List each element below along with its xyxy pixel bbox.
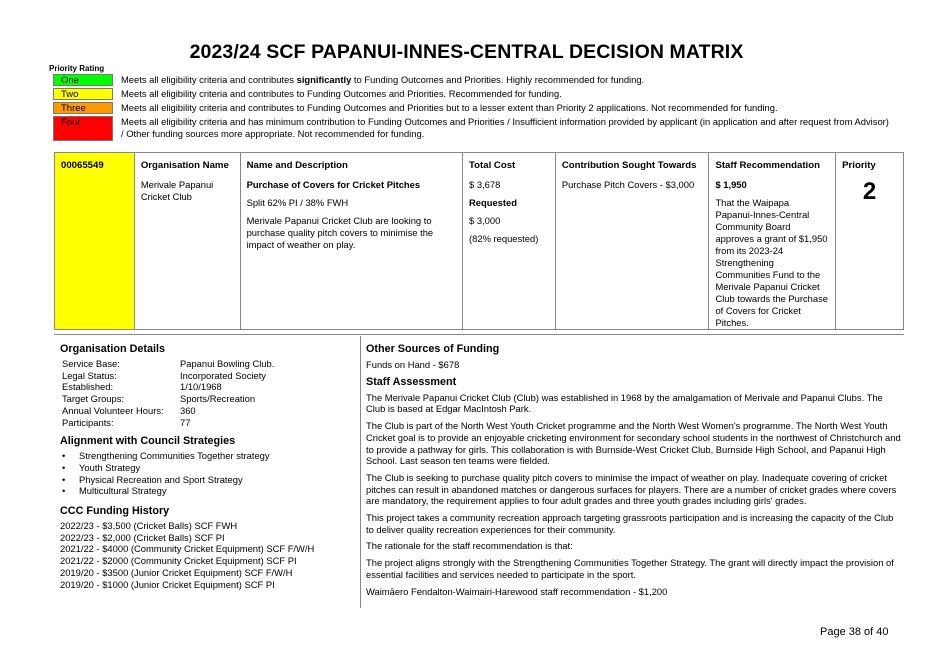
legend-row-three xyxy=(53,102,893,114)
priority-rating-heading: Priority Rating xyxy=(49,64,105,73)
left-column xyxy=(60,343,355,590)
list-item: 2019/20 - $3500 (Junior Cricket Equipment) SCF F/W/H xyxy=(60,566,293,578)
priority-value: 2 xyxy=(862,178,877,205)
priority-cell xyxy=(836,153,903,329)
legend-text-one: Meets all eligibility criteria and contributes significantly to Funding Outcomes and Priorities. Highly recommended for funding. xyxy=(121,74,645,85)
org-detail-row xyxy=(60,417,355,429)
page-number: Page 38 of 40 xyxy=(820,626,889,638)
requested-value: $ 3,000 xyxy=(469,215,501,226)
assessment-paragraph: Waimāero Fendalton-Waimairi-Harewood staff recommendation - $1,200 xyxy=(366,585,668,597)
funding-history-list xyxy=(60,520,355,590)
alignment-list xyxy=(60,450,355,497)
list-item: • Youth Strategy xyxy=(60,462,355,474)
legend-swatch-two: Two xyxy=(53,88,113,100)
org-detail-key: Established: xyxy=(62,381,114,393)
organisation-name: Merivale Papanui Cricket Club xyxy=(140,179,214,202)
org-detail-key: Annual Volunteer Hours: xyxy=(62,404,164,416)
priority-header: Priority xyxy=(842,160,876,171)
assessment-paragraph: The Club is part of the North West Youth Cricket programme and the North West Women's programme. The North West Youth Cricket goal is to provide an enjoyable cricketing environment for secondary school students in the northwest of Christchurch and to provide a pathway for girls. This collaboration is with Burnside-West Cricket Club, Burnside High School, and Papanui High School. Last season ten teams were fielded. xyxy=(366,420,901,467)
legend-row-one xyxy=(53,74,893,86)
name-description-header: Name and Description xyxy=(246,160,348,171)
org-detail-key: Participants: xyxy=(62,416,114,428)
funding-split: Split 62% PI / 38% FWH xyxy=(246,197,349,208)
list-item: 2021/22 - $2000 (Community Cricket Equipment) SCF PI xyxy=(60,555,297,567)
total-cost-value: $ 3,678 xyxy=(469,179,501,190)
list-item: • Physical Recreation and Sport Strategy xyxy=(60,474,355,486)
staff-recommendation-header: Staff Recommendation xyxy=(715,160,820,171)
requested-percent: (82% requested) xyxy=(469,233,539,244)
list-item: 2022/23 - $2,000 (Cricket Balls) SCF PI xyxy=(60,531,225,543)
org-detail-key: Service Base: xyxy=(62,358,120,369)
assessment-paragraph: The rationale for the staff recommendation is that: xyxy=(366,540,573,552)
legend-text-two: Meets all eligibility criteria and contributes to Funding Outcomes and Priorities. Recommended for funding. xyxy=(121,88,562,99)
funding-history-heading: CCC Funding History xyxy=(60,505,170,518)
other-funding-text: Funds on Hand - $678 xyxy=(366,359,460,370)
staff-recommendation-text: That the Waipapa Papanui-Innes-Central Community Board approves a grant of $1,950 from its 2023-24 Strengthening Communities Fund to the Merivale Papanui Cricket Club towards the Purchase of Covers for Cricket Pitches. xyxy=(715,197,829,328)
application-id-cell xyxy=(55,153,135,329)
project-title: Purchase of Covers for Cricket Pitches xyxy=(246,179,421,190)
requested-label: Requested xyxy=(469,197,517,208)
section-divider-horizontal xyxy=(54,334,904,335)
organisation-cell xyxy=(135,153,241,329)
application-id: 00065549 xyxy=(61,160,104,171)
list-item: 2019/20 - $1000 (Junior Cricket Equipment) SCF PI xyxy=(60,578,275,590)
assessment-paragraph: The Merivale Papanui Cricket Club (Club) was established in 1968 by the amalgamation of Merivale and Papanui Clubs. The Club is based at Edgar MacIntosh Park. xyxy=(366,391,883,415)
org-detail-row xyxy=(60,358,355,370)
right-column xyxy=(366,343,902,602)
org-detail-key: Target Groups: xyxy=(62,393,125,405)
total-cost-header: Total Cost xyxy=(469,160,516,171)
org-detail-row xyxy=(60,405,355,417)
org-detail-value: Sports/Recreation xyxy=(180,393,256,405)
org-detail-row xyxy=(60,370,355,382)
assessment-paragraph: The Club is seeking to purchase quality pitch covers to minimise the impact of weather on play. Inadequate covering of cricket pitches can result in abandoned matches or dangerous surfaces for players. There are a number of cricket grades where covers are mandatory, the requirement applies to four adult grades and three youth grades including girls' grades. xyxy=(366,471,897,507)
legend-text-three: Meets all eligibility criteria and contributes to Funding Outcomes and Priorities but to a lesser extent than Priority 2 applications. Not recommended for funding. xyxy=(121,102,778,113)
list-item: • Strengthening Communities Together strategy xyxy=(60,450,355,462)
list-item: • Multicultural Strategy xyxy=(60,485,355,497)
org-detail-value: Incorporated Society xyxy=(180,369,266,381)
legend-row-four xyxy=(53,116,893,141)
org-detail-value: 360 xyxy=(180,404,196,416)
org-detail-key: Legal Status: xyxy=(62,369,117,381)
other-funding-heading: Other Sources of Funding xyxy=(366,343,500,355)
alignment-heading: Alignment with Council Strategies xyxy=(60,435,236,448)
legend-swatch-one: One xyxy=(53,74,113,86)
section-divider-vertical xyxy=(360,336,361,608)
org-detail-row xyxy=(60,381,355,393)
org-detail-value: 1/10/1968 xyxy=(180,381,222,393)
total-cost-cell xyxy=(463,153,556,329)
org-detail-value: 77 xyxy=(180,416,191,428)
staff-recommendation-cell xyxy=(709,153,836,329)
legend-text-four: Meets all eligibility criteria and has minimum contribution to Funding Outcomes and Priorities / Insufficient information provided by applicant (in application and after request from Advisor) / Other funding sources more appropriate. Not recommended for funding. xyxy=(121,116,889,139)
page-title: 2023/24 SCF PAPANUI-INNES-CENTRAL DECISION MATRIX xyxy=(189,41,744,63)
name-description-cell xyxy=(241,153,463,329)
organisation-header: Organisation Name xyxy=(140,160,229,171)
org-details xyxy=(60,358,355,428)
legend-row-two xyxy=(53,88,893,100)
org-details-heading: Organisation Details xyxy=(60,343,165,355)
staff-assessment-heading: Staff Assessment xyxy=(366,375,457,388)
org-detail-value: Papanui Bowling Club. xyxy=(180,358,275,369)
staff-recommendation-amount: $ 1,950 xyxy=(715,179,747,190)
org-detail-row xyxy=(60,393,355,405)
list-item: 2022/23 - $3,500 (Cricket Balls) SCF FWH xyxy=(60,520,238,532)
contribution-text: Purchase Pitch Covers - $3,000 xyxy=(561,179,695,190)
contribution-cell xyxy=(556,153,710,329)
contribution-header: Contribution Sought Towards xyxy=(561,160,697,171)
project-description: Merivale Papanui Cricket Club are looking to purchase quality pitch covers to minimise the impact of weather on play. xyxy=(246,215,434,250)
priority-legend xyxy=(53,74,893,143)
decision-matrix-row xyxy=(54,152,904,330)
assessment-paragraph: This project takes a community recreation approach targeting grassroots participation and is increasing the capacity of the Club to deliver quality recreation experiences for their community. xyxy=(366,512,894,535)
legend-swatch-three: Three xyxy=(53,102,113,114)
assessment-paragraph: The project aligns strongly with the Strengthening Communities Together Strategy. The grant will directly impact the provision of essential facilities and services needed to participate in the sport. xyxy=(366,557,894,580)
legend-swatch-four: Four xyxy=(53,116,113,141)
list-item: 2021/22 - $4000 (Community Cricket Equipment) SCF F/W/H xyxy=(60,543,315,555)
